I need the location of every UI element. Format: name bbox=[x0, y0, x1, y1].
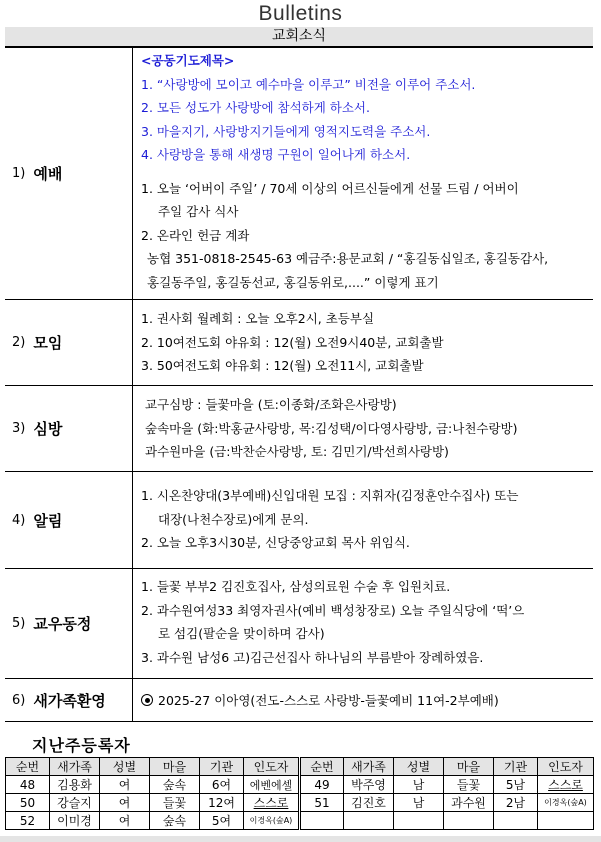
section-band: 교회소식 bbox=[5, 27, 593, 48]
section-label bbox=[5, 386, 133, 471]
section-label bbox=[5, 472, 133, 568]
section-label bbox=[5, 300, 133, 385]
section-content bbox=[133, 48, 593, 299]
worship-item: 1. 오늘 ‘어버이 주일’ / 70세 이상의 어르신들에게 선물 드림 / 어버이 bbox=[141, 180, 519, 196]
cell-gender: 여 bbox=[100, 794, 150, 812]
section-number: 1) bbox=[12, 166, 26, 181]
cell-group bbox=[494, 812, 538, 830]
bank-account: 농협 351-0818-2545-63 예금주:용문교회 / “홍길동십일조, 홍길동감사, bbox=[147, 251, 549, 266]
cell-name bbox=[344, 812, 394, 830]
cell-guide: 이경옥(숲A) bbox=[244, 812, 300, 830]
worship-item: 홍길동주일, 홍길동선교, 홍길동위로,....” 이렇게 표기 bbox=[147, 274, 439, 290]
worship-item: 2. 온라인 헌금 계좌 bbox=[141, 227, 250, 243]
section-number: 5) bbox=[12, 616, 26, 631]
radio-selected-icon bbox=[141, 694, 153, 706]
cell-guide bbox=[538, 812, 594, 830]
cell-number bbox=[300, 812, 344, 830]
cell-number: 50 bbox=[6, 794, 50, 812]
col-header: 순번 bbox=[6, 758, 50, 776]
fellowship-item: 로 섬김(팔순을 맞이하며 감사) bbox=[158, 626, 325, 641]
visit-item: 교구심방 : 들꽃마을 (토:이종화/조화은사랑방) bbox=[145, 397, 397, 412]
fellowship-item: 3. 과수원 남성6 고)김근선집사 하나님의 부름받아 장례하였음. bbox=[141, 649, 484, 665]
cell-village: 들꽃 bbox=[444, 776, 494, 794]
cell-guide: 에벤에셀 bbox=[244, 776, 300, 794]
section-title: 예배 bbox=[33, 165, 63, 183]
notice-item: 2. 오늘 오후3시30분, 신당중앙교회 목사 위임식. bbox=[141, 535, 410, 550]
section-title: 교우동정 bbox=[33, 615, 92, 633]
table-header-row bbox=[6, 758, 594, 776]
cell-number: 52 bbox=[6, 812, 50, 830]
meeting-item: 3. 50여전도회 야유회 : 12(월) 오전11시, 교회출발 bbox=[141, 358, 424, 373]
col-header: 기관 bbox=[494, 758, 538, 776]
cell-name: 이미경 bbox=[50, 812, 100, 830]
worship-item: 주일 감사 식사 bbox=[158, 204, 239, 219]
section-content bbox=[133, 300, 593, 385]
notice-item: 대장(나천수장로)에게 문의. bbox=[158, 511, 309, 527]
col-header: 성별 bbox=[100, 758, 150, 776]
cell-village: 숲속 bbox=[150, 776, 200, 794]
notice-item: 1. 시온찬양대(3부예배)신입대원 모집 : 지휘자(김정훈안수집사) 또는 bbox=[141, 488, 519, 503]
col-header: 마을 bbox=[444, 758, 494, 776]
prayer-title: <공동기도제목> bbox=[141, 53, 235, 68]
table-row bbox=[6, 776, 594, 794]
prayer-item: 3. 마을지기, 사랑방지기들에게 영적지도력을 주소서. bbox=[141, 123, 431, 139]
fellowship-item: 1. 들꽃 부부2 김진호집사, 삼성의료원 수술 후 입원치료. bbox=[141, 579, 451, 594]
fellowship-item: 2. 과수원여성33 최영자권사(예비 백성창장로) 오늘 주일식당에 ‘떡’으 bbox=[141, 602, 525, 618]
section-title: 새가족환영 bbox=[33, 691, 106, 710]
section-title: 모임 bbox=[33, 334, 63, 352]
cell-gender bbox=[394, 812, 444, 830]
cell-village: 들꽃 bbox=[150, 794, 200, 812]
col-header: 새가족 bbox=[344, 758, 394, 776]
visit-item: 숲속마을 (화:박홍균사랑방, 목:김성택/이다영사랑방, 금:나천수랑방) bbox=[145, 420, 518, 436]
registrants-table bbox=[5, 757, 594, 830]
prayer-item: 1. “사랑방에 모이고 예수마을 이루고” 비전을 이루어 주소서. bbox=[141, 76, 476, 92]
section-notice bbox=[5, 472, 593, 569]
cell-gender: 남 bbox=[394, 794, 444, 812]
section-number: 2) bbox=[12, 335, 26, 350]
table-row bbox=[6, 794, 594, 812]
cell-name: 김진호 bbox=[344, 794, 394, 812]
cell-guide: 스스로 bbox=[244, 794, 300, 812]
col-header: 새가족 bbox=[50, 758, 100, 776]
cell-number: 49 bbox=[300, 776, 344, 794]
announcement-table bbox=[5, 48, 593, 722]
section-meeting bbox=[5, 300, 593, 386]
cell-number: 51 bbox=[300, 794, 344, 812]
newfamily-text: 2025-27 이아영(전도-스스로 사랑방-들꽃예비 11여-2부예배) bbox=[158, 693, 499, 708]
section-title: 심방 bbox=[33, 420, 63, 438]
cell-group: 6여 bbox=[200, 776, 244, 794]
col-header: 기관 bbox=[200, 758, 244, 776]
meeting-item: 2. 10여전도회 야유회 : 12(월) 오전9시40분, 교회출발 bbox=[141, 334, 444, 350]
section-visit bbox=[5, 386, 593, 472]
meeting-item: 1. 권사회 월례회 : 오늘 오후2시, 초등부실 bbox=[141, 311, 375, 326]
cell-guide: 스스로 bbox=[538, 776, 594, 794]
section-label bbox=[5, 569, 133, 678]
cell-gender: 남 bbox=[394, 776, 444, 794]
cell-group: 5여 bbox=[200, 812, 244, 830]
cell-village: 과수원 bbox=[444, 794, 494, 812]
page-title: Bulletins bbox=[258, 2, 343, 25]
cell-gender: 여 bbox=[100, 812, 150, 830]
section-content bbox=[133, 569, 593, 678]
section-worship bbox=[5, 48, 593, 300]
cell-guide: 이경옥(숲A) bbox=[538, 794, 594, 812]
cell-group: 5남 bbox=[494, 776, 538, 794]
col-header: 마을 bbox=[150, 758, 200, 776]
prayer-item: 2. 모든 성도가 사랑방에 참석하게 하소서. bbox=[141, 100, 370, 115]
cell-group: 2남 bbox=[494, 794, 538, 812]
col-header: 인도자 bbox=[538, 758, 594, 776]
section-newfamily bbox=[5, 679, 593, 722]
col-header: 성별 bbox=[394, 758, 444, 776]
section-content bbox=[133, 386, 593, 471]
cell-gender: 여 bbox=[100, 776, 150, 794]
cell-group: 12여 bbox=[200, 794, 244, 812]
prayer-item: 4. 사랑방을 통해 새생명 구원이 일어나게 하소서. bbox=[141, 147, 411, 162]
section-content bbox=[133, 472, 593, 568]
section-number: 4) bbox=[12, 512, 26, 528]
cell-name: 김용화 bbox=[50, 776, 100, 794]
cell-name: 박주영 bbox=[344, 776, 394, 794]
bottom-bar bbox=[0, 836, 601, 842]
section-fellowship bbox=[5, 569, 593, 679]
visit-item: 과수원마을 (금:박찬순사랑방, 토: 김민기/박선희사랑방) bbox=[145, 444, 449, 459]
col-header: 순번 bbox=[300, 758, 344, 776]
section-title: 알림 bbox=[33, 511, 63, 530]
section-label bbox=[5, 679, 133, 721]
cell-village: 숲속 bbox=[150, 812, 200, 830]
section-number: 6) bbox=[12, 692, 26, 708]
table-row bbox=[6, 812, 594, 830]
registrants-title: 지난주등록자 bbox=[32, 736, 131, 755]
cell-name: 강슬지 bbox=[50, 794, 100, 812]
section-label bbox=[5, 48, 133, 299]
cell-number: 48 bbox=[6, 776, 50, 794]
col-header: 인도자 bbox=[244, 758, 300, 776]
section-number: 3) bbox=[12, 421, 26, 436]
cell-village bbox=[444, 812, 494, 830]
section-content bbox=[133, 679, 593, 721]
